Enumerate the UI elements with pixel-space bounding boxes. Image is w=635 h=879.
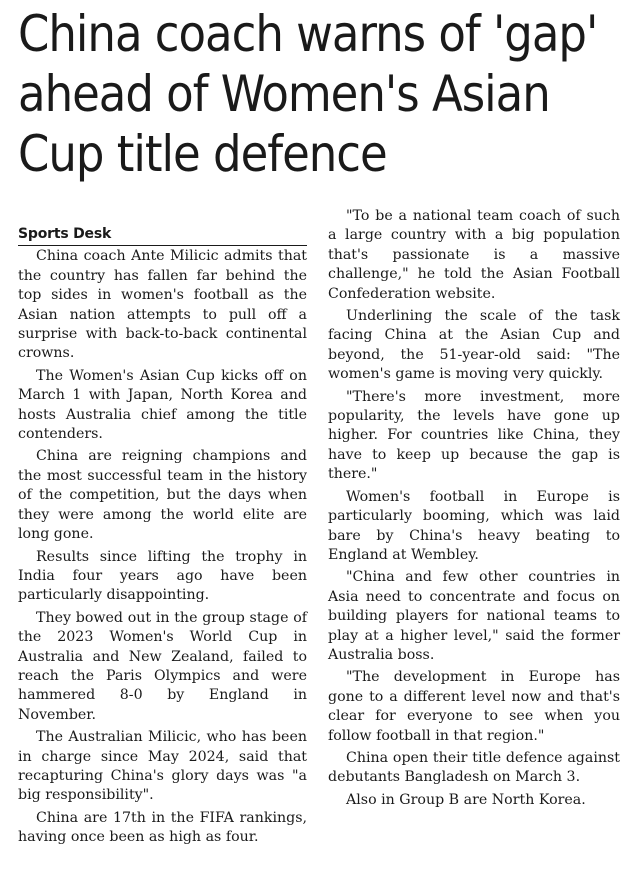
paragraph: Also in Group B are North Korea. [346, 791, 586, 808]
paragraph: China are 17th in the FIFA rankings, having once been as high as four. [18, 809, 307, 846]
article-column-left [18, 225, 307, 851]
paragraph: The Women's Asian Cup kicks off on March 1 with Japan, North Korea and hosts Australia chief among the title contenders. [18, 367, 307, 443]
paragraph: "The development in Europe has gone to a different level now and that's clear for everyone to see when you follow football in that region." [328, 669, 620, 744]
paragraph: "China and few other countries in Asia need to concentrate and focus on building players for national teams to play at a higher level," said the former Australia boss. [328, 569, 620, 663]
paragraph: Results since lifting the trophy in India four years ago have been particularly disappointing. [18, 548, 307, 604]
article-column-right [328, 207, 620, 813]
paragraph: They bowed out in the group stage of the 2023 Women's World Cup in Australia and New Zealand, failed to reach the Paris Olympics and were hammered 8-0 by England in November. [18, 609, 307, 723]
paragraph: "There's more investment, more popularity, the levels have gone up higher. For countries like China, they have to keep up because the gap is there." [328, 388, 620, 483]
paragraph: China are reigning champions and the most successful team in the history of the competition, but the days when they were among the world elite are long gone. [18, 448, 307, 543]
byline: Sports Desk [18, 225, 307, 246]
paragraph: "To be a national team coach of such a large country with a big population that's passionate is a massive challenge," he told the Asian Football Confederation website. [328, 208, 620, 302]
paragraph: Underlining the scale of the task facing China at the Asian Cup and beyond, the 51-year-old said: "The women's game is moving very quickly. [328, 308, 620, 383]
paragraph: Women's football in Europe is particularly booming, which was laid bare by China's heavy beating to England at Wembley. [328, 488, 620, 563]
paragraph: China open their title defence against debutants Bangladesh on March 3. [328, 749, 620, 786]
article-headline: China coach warns of 'gap' ahead of Women's Asian Cup title defence [18, 5, 598, 183]
paragraph: China coach Ante Milicic admits that the country has fallen far behind the top sides in women's football as the Asian nation attempts to pull off a surprise with back-to-back continental crowns. [18, 248, 307, 362]
paragraph: The Australian Milicic, who has been in charge since May 2024, said that recapturing China's glory days was "a big responsibility". [18, 729, 307, 804]
